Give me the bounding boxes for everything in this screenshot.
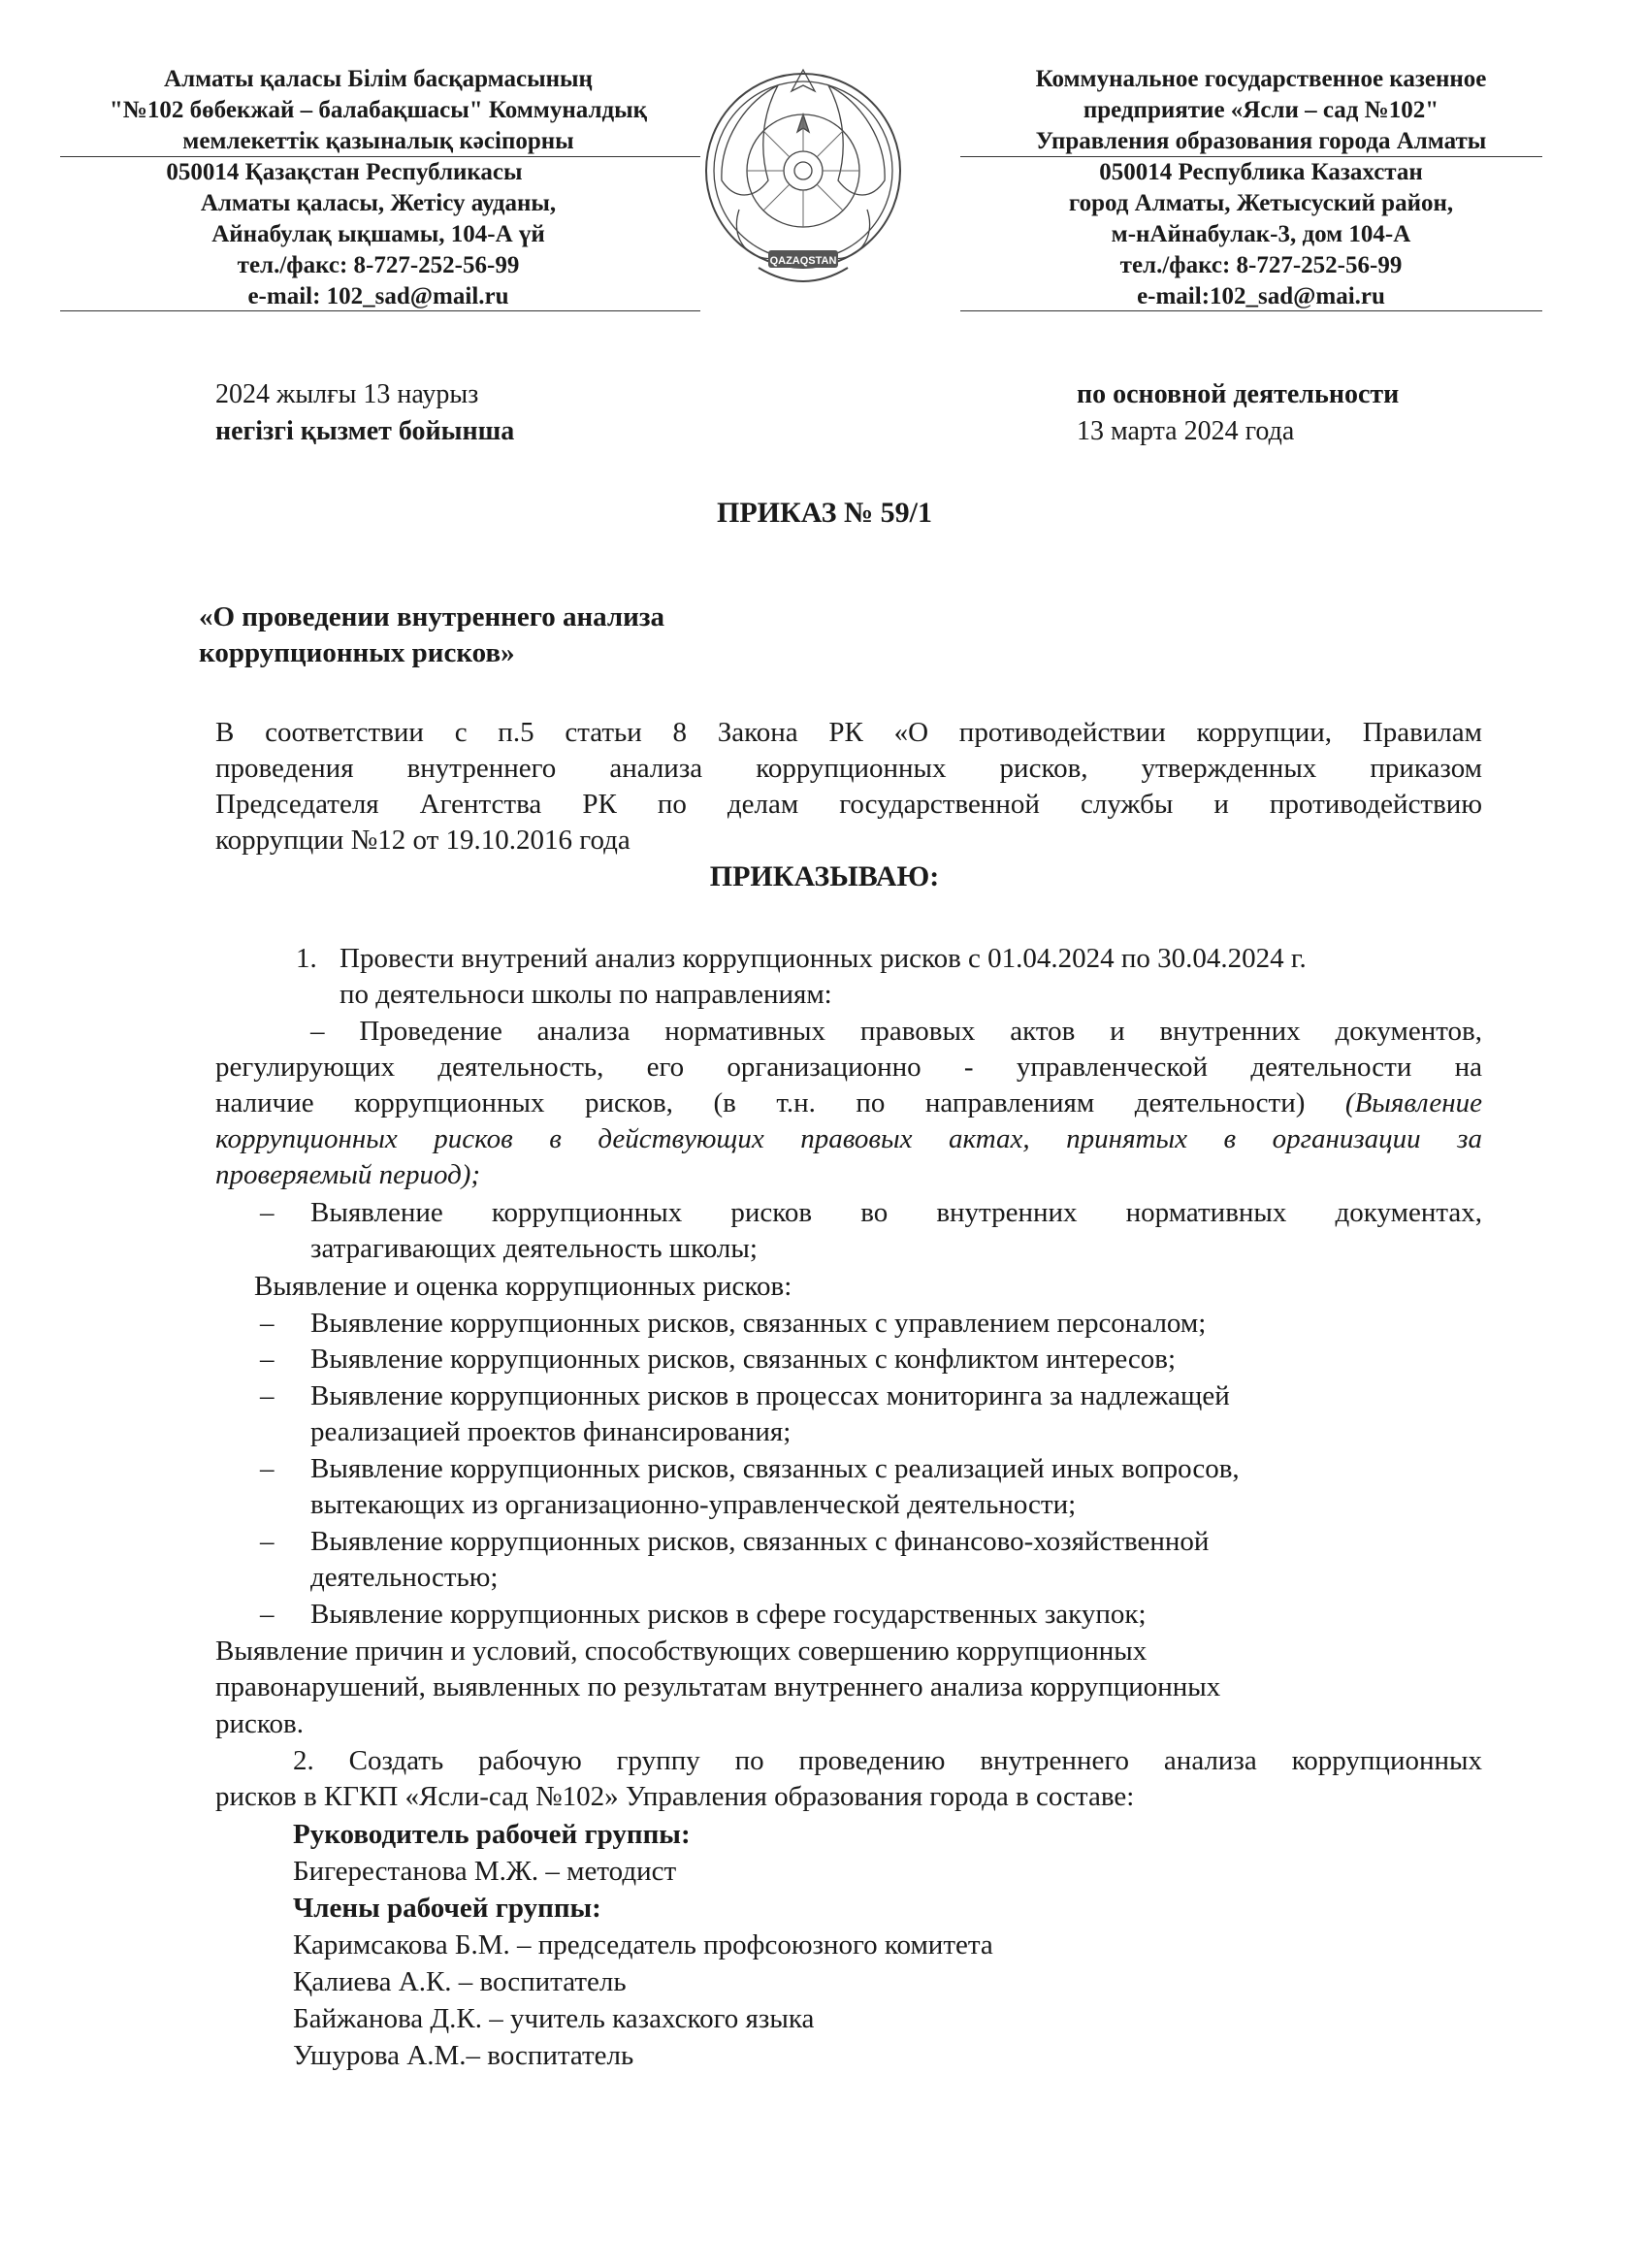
- causes-line: правонарушений, выявленных по результатам внутреннего анализа коррупционных: [215, 1671, 1221, 1702]
- order-title: ПРИКАЗ № 59/1: [717, 497, 932, 529]
- paragraph-italic: (Выявление: [1344, 1087, 1482, 1118]
- paragraph-line: проверяемый период);: [215, 1159, 481, 1190]
- header-left-line: e-mail: 102_sad@mail.ru: [247, 283, 509, 309]
- bullet-line: Выявление коррупционных рисков, связанных с управлением персоналом;: [310, 1308, 1207, 1339]
- date-block-right: [1077, 376, 1399, 450]
- working-group-member: Қалиева А.К. – воспитатель: [293, 1966, 627, 1997]
- date-left: 2024 жылғы 13 наурыз: [215, 379, 479, 409]
- bullet-line: реализацией проектов финансирования;: [310, 1416, 792, 1447]
- item2-line: 2. Создать рабочую группу по проведению внутреннего анализа коррупционных: [293, 1745, 1482, 1776]
- bullet-line: деятельностью;: [310, 1562, 499, 1593]
- header-right-line: тел./факс: 8-727-252-56-99: [1119, 252, 1403, 278]
- bullet-dash: –: [260, 1380, 275, 1411]
- working-group-head-label: Руководитель рабочей группы:: [293, 1819, 691, 1850]
- header-right-line: город Алматы, Жетысуский район,: [1068, 190, 1454, 216]
- preamble-line: проведения внутреннего анализа коррупционных рисков, утвержденных приказом: [215, 753, 1482, 784]
- order-subject: [199, 599, 664, 671]
- bullet-line: Выявление коррупционных рисков в процессах мониторинга за надлежащей: [310, 1380, 1230, 1411]
- bullet-dash: –: [260, 1308, 275, 1339]
- bullet-dash: –: [260, 1197, 275, 1228]
- header-left-rule-bottom: [60, 310, 700, 311]
- bullet-dash: –: [260, 1599, 275, 1630]
- working-group-member: Каримсакова Б.М. – председатель профсоюзного комитета: [293, 1929, 993, 1960]
- header-right-line: предприятие «Ясли – сад №102": [1083, 97, 1439, 123]
- bullet-line: вытекающих из организационно-управленческой деятельности;: [310, 1489, 1077, 1520]
- preamble-line: В соответствии с п.5 статьи 8 Закона РК «О противодействии коррупции, Правилам: [215, 717, 1482, 748]
- item1-paragraph: [215, 1014, 1482, 1193]
- header-right-line: м-нАйнабулак-3, дом 104-А: [1111, 221, 1411, 247]
- working-group-member: Ушурова А.М.– воспитатель: [293, 2040, 634, 2071]
- header-left-rule: [60, 156, 700, 157]
- header-left: [58, 64, 698, 312]
- header-right: [960, 64, 1562, 312]
- kazakhstan-emblem: [700, 64, 906, 301]
- order-word: ПРИКАЗЫВАЮ:: [709, 860, 940, 892]
- preamble-line: коррупции №12 от 19.10.2016 года: [215, 825, 630, 856]
- header-right-line: Управления образования города Алматы: [1035, 128, 1487, 154]
- bullet-line: Выявление коррупционных рисков, связанных с конфликтом интересов;: [310, 1344, 1177, 1375]
- paragraph-line: – Проведение анализа нормативных правовых актов и внутренних документов,: [310, 1016, 1482, 1047]
- header-left-line: 050014 Қазақстан Республикасы: [166, 159, 523, 185]
- paragraph-line: коррупционных рисков в действующих правовых актах, принятых в организации за: [215, 1123, 1482, 1154]
- bullet-line: Выявление коррупционных рисков во внутренних нормативных документах,: [310, 1197, 1482, 1228]
- paragraph-line: [215, 1085, 1482, 1121]
- subheading: Выявление и оценка коррупционных рисков:: [254, 1271, 792, 1302]
- working-group-members-label: Члены рабочей группы:: [293, 1893, 601, 1924]
- paragraph-line: регулирующих деятельность, его организационно - управленческой деятельности на: [215, 1052, 1482, 1083]
- date-block-left: [215, 376, 514, 450]
- emblem-text: QAZAQSTAN: [769, 255, 837, 267]
- basis-right: по основной деятельности: [1077, 379, 1400, 409]
- header-right-rule-bottom: [960, 310, 1542, 311]
- header-right-line: Коммунальное государственное казенное: [1035, 66, 1487, 92]
- bullet-line: Выявление коррупционных рисков в сфере государственных закупок;: [310, 1599, 1147, 1630]
- bullet-item: [310, 1195, 1482, 1267]
- header-left-line: "№102 бөбекжай – балабақшасы" Коммуналдық: [109, 97, 648, 123]
- header-left-line: мемлекеттік қазыналық кәсіпорны: [182, 128, 574, 154]
- bullet-line: Выявление коррупционных рисков, связанных с финансово-хозяйственной: [310, 1526, 1210, 1557]
- bullet-dash: –: [260, 1453, 275, 1484]
- working-group-member: Байжанова Д.К. – учитель казахского языка: [293, 2003, 815, 2034]
- bullet-dash: –: [260, 1344, 275, 1375]
- bullet-line: затрагивающих деятельность школы;: [310, 1233, 758, 1264]
- header-left-line: тел./факс: 8-727-252-56-99: [237, 252, 520, 278]
- header-right-line: e-mail:102_sad@mai.ru: [1137, 283, 1385, 309]
- item1-line: Провести внутрений анализ коррупционных рисков с 01.04.2024 по 30.04.2024 г.: [340, 943, 1307, 974]
- preamble-line: Председателя Агентства РК по делам государственной службы и противодействию: [215, 789, 1482, 820]
- header-right-rule: [960, 156, 1542, 157]
- working-group-head: Бигерестанова М.Ж. – методист: [293, 1856, 677, 1887]
- header-left-line: Айнабулақ ықшамы, 104-А үй: [211, 221, 545, 247]
- subject-line: «О проведении внутреннего анализа: [199, 601, 665, 632]
- item2-line: рисков в КГКП «Ясли-сад №102» Управления образования города в составе:: [215, 1781, 1135, 1812]
- causes-line: рисков.: [215, 1708, 304, 1739]
- item2-paragraph: [215, 1743, 1482, 1815]
- header-right-line: 050014 Республика Казахстан: [1099, 159, 1423, 185]
- subject-line: коррупционных рисков»: [199, 637, 515, 668]
- causes-line: Выявление причин и условий, способствующих совершению коррупционных: [215, 1636, 1148, 1667]
- bullet-line: Выявление коррупционных рисков, связанных с реализацией иных вопросов,: [310, 1453, 1240, 1484]
- bullet-dash: –: [260, 1526, 275, 1557]
- date-right: 13 марта 2024 года: [1077, 416, 1295, 446]
- header-left-line: Алматы қаласы, Жетісу ауданы,: [200, 190, 557, 216]
- item1-line: по деятельноси школы по направлениям:: [340, 979, 832, 1010]
- preamble: [215, 715, 1482, 859]
- item1-number: 1.: [296, 943, 317, 974]
- paragraph-text: наличие коррупционных рисков, (в т.н. по направлениям деятельности): [215, 1087, 1345, 1118]
- header-left-line: Алматы қаласы Білім басқармасының: [164, 66, 593, 92]
- basis-left: негізгі қызмет бойынша: [215, 416, 515, 446]
